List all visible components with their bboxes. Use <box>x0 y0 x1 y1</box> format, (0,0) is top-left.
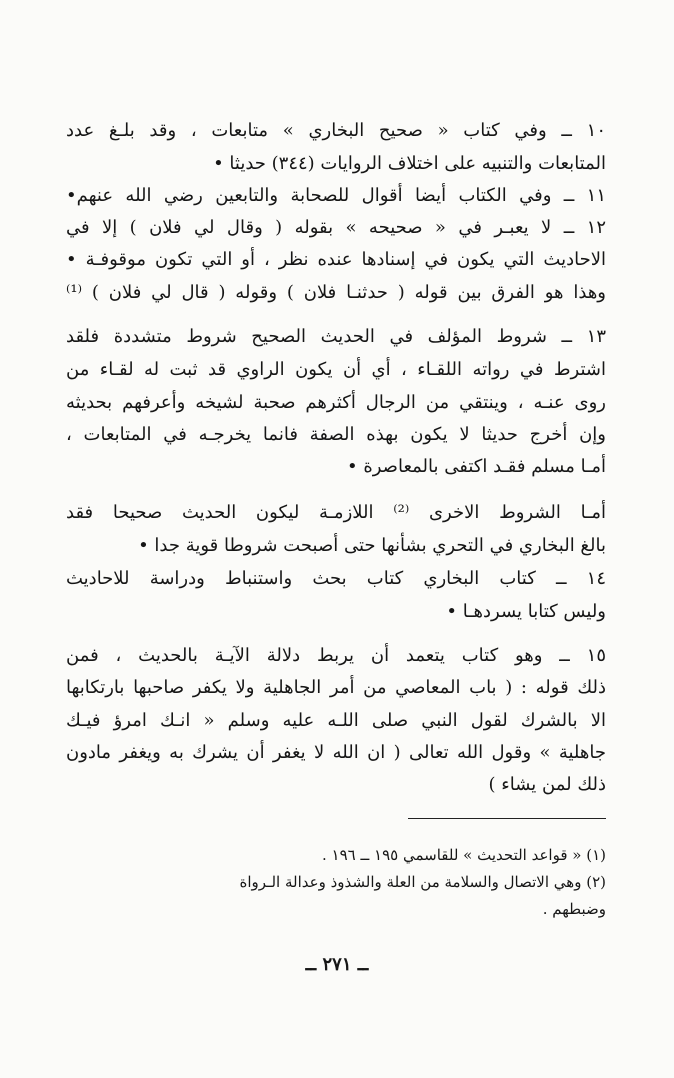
text-line-15: وليس كتابا يسردهـا • <box>446 601 606 622</box>
text-line-1: ١٠ ــ وفي كتاب « صحيح البخاري » متابعات ، وقد بلـغ عدد <box>66 120 606 141</box>
text-line-4: ١٢ ــ لا يعبـر في « صحيحه » بقوله ( وقال لي فلان ) إلا في <box>66 217 606 238</box>
footnote-separator <box>408 818 606 819</box>
text-line-14: ١٤ ــ كتاب البخاري كتاب بحث واستنباط ودراسة للاحاديث <box>66 568 606 589</box>
footnote-2-continuation: وضبطهم . <box>542 900 606 918</box>
text-line-16: ١٥ ــ وهو كتاب يتعمد أن يربط دلالة الآيـة بالحديث ، فمن <box>66 645 606 666</box>
text-line-12: أمـا الشروط الاخرى ⁽²⁾ اللازمـة ليكون الحديث صحيحا فقد <box>66 502 606 523</box>
text-line-11: أمـا مسلم فقـد اكتفى بالمعاصرة • <box>346 456 606 477</box>
text-line-5: الاحاديث التي يكون في إسنادها عنده نظر ، أو التي تكون موقوفـة • <box>66 249 606 270</box>
text-line-19: جاهلية » وقول الله تعالى ( ان الله لا يغفر أن يشرك به ويغفر مادون <box>66 742 606 763</box>
text-line-18: الا بالشرك لقول النبي صلى اللـه عليه وسلم « انـك امرؤ فيـك <box>66 710 606 731</box>
text-line-6: وهذا هو الفرق بين قوله ( حدثنـا فلان ) وقوله ( قال لي فلان ) ⁽¹⁾ <box>66 282 606 303</box>
text-line-7: ١٣ ــ شروط المؤلف في الحديث الصحيح شروط متشددة فلقد <box>66 326 606 347</box>
footnote-2: (٢) وهي الاتصال والسلامة من العلة والشذوذ وعدالة الـرواة <box>239 873 606 891</box>
text-line-10: وإن أخرج حديثا لا يكون بهذه الصفة فانما يخرجـه في المتابعات ، <box>66 424 606 445</box>
text-line-17: ذلك قوله : ( باب المعاصي من أمر الجاهلية ولا يكفر صاحبها بارتكابها <box>66 677 606 698</box>
text-line-13: بالغ البخاري في التحري بشأنها حتى أصبحت شروطا قوية جدا • <box>138 535 606 556</box>
text-line-8: اشترط في رواته اللقـاء ، أي أن يكون الراوي قد ثبت له لقـاء من <box>66 359 606 380</box>
text-line-3: ١١ ــ وفي الكتاب أيضا أقوال للصحابة والتابعين رضي الله عنهم• <box>66 185 606 206</box>
footnote-1: (١) « قواعد التحديث » للقاسمي ١٩٥ ــ ١٩٦ . <box>321 846 606 864</box>
text-line-2: المتابعات والتنبيه على اختلاف الروايات (٣٤٤) حديثا • <box>213 153 606 174</box>
text-line-20: ذلك لمن يشاء ) <box>488 774 606 795</box>
text-line-9: روى عنـه ، وينتقي من الرجال أكثرهم صحبة لشيخه وأعرفهم بحديثه <box>66 392 606 413</box>
page-number: ــ ٢٧١ ــ <box>305 954 369 975</box>
